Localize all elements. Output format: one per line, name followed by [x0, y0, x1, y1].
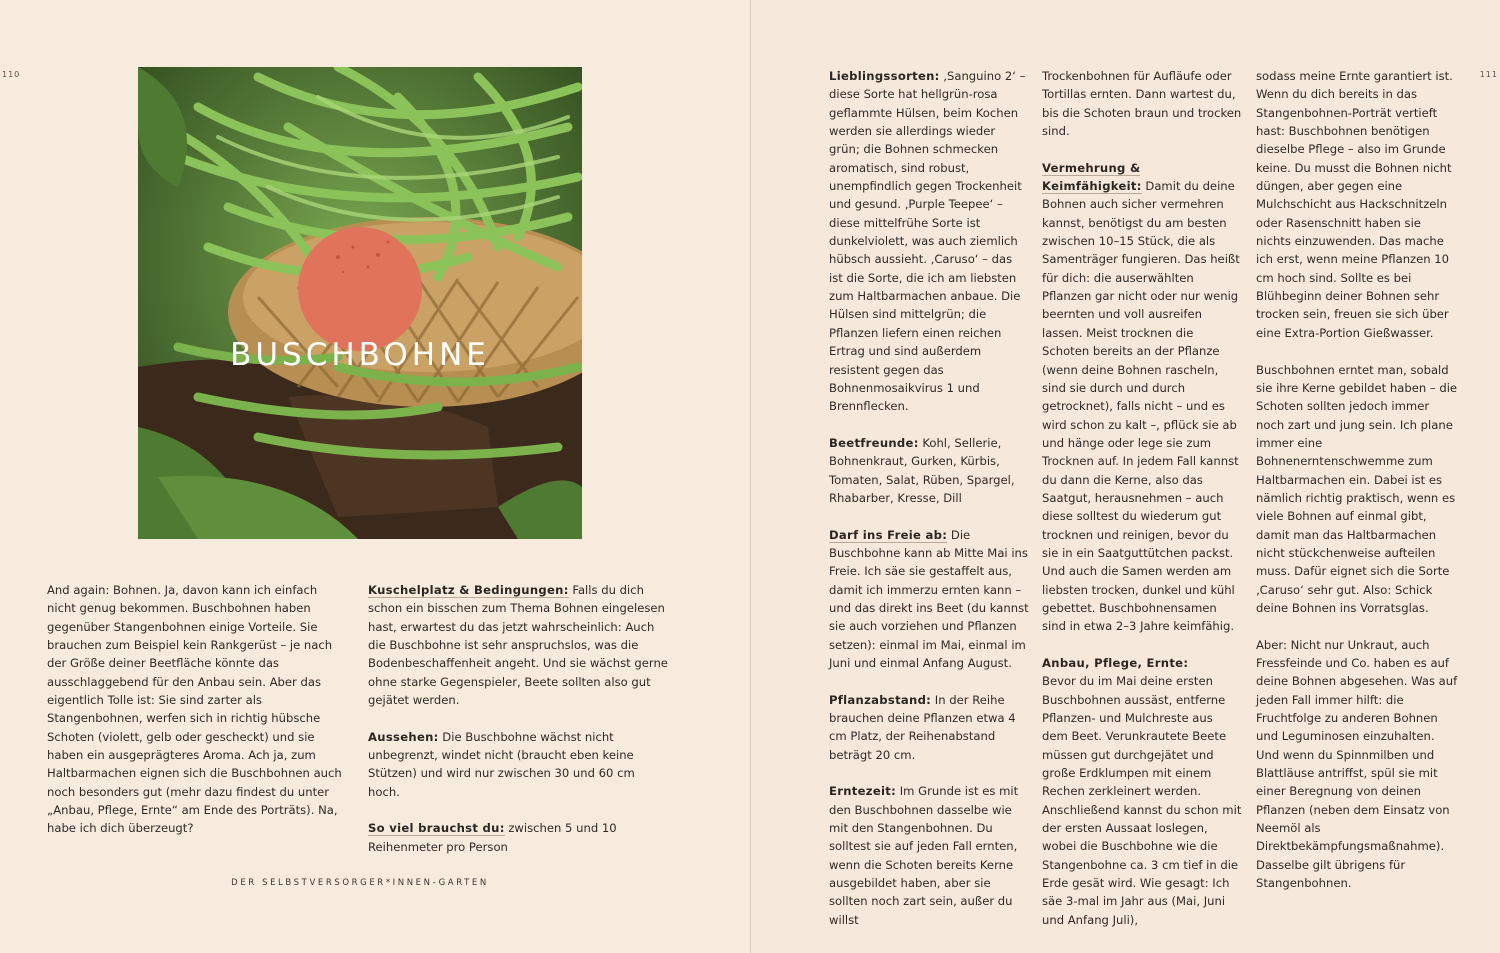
- trockenbohnen-paragraph: Trockenbohnen für Aufläufe oder Tortillas ernten. Dann wartest du, bis die Schoten braun und trocken sind.: [1042, 69, 1242, 139]
- book-footer: DER SELBSTVERSORGER*INNEN-GARTEN: [231, 878, 489, 888]
- anbau-label: Anbau, Pflege, Ernte:: [1042, 656, 1189, 670]
- aussehen-label: Aussehen:: [368, 729, 439, 744]
- lieblingssorten-paragraph: [829, 67, 1029, 416]
- bean-photo: [138, 67, 582, 539]
- green-beans-image: [138, 67, 582, 539]
- kuschelplatz-text: Falls du dich schon ein bisschen zum Thema Bohnen eingelesen hast, erwartest du das jetzt wahrscheinlich: Auch die Buschbohne ist sehr anspruchslos, was die Bodenbeschaffenheit angeht. Und sie wächst gerne ohne starke Gegenspieler, Beete sollten also gut gejätet werden.: [368, 583, 668, 708]
- anbau-text: Bevor du im Mai deine ersten Buschbohnen aussäst, entferne Pflanzen- und Mulchreste aus dem Beet. Verunkrautete Beete müssen gut durchgejätet und große Erdklumpen mit einem Rechen zerkleinert werden. Anschließend kannst du schon mit der ersten Aussaat loslegen, wobei die Buschbohne wie die Stangenbohne ca. 3 cm tief in die Erde gesät wird. Wie gesagt: Ich säe 3-mal im Jahr aus (Mai, Juni und Anfang Juli),: [1042, 674, 1242, 927]
- intro-paragraph: And again: Bohnen. Ja, davon kann ich einfach nicht genug bekommen. Buschbohnen haben gegenüber Stangenbohnen einige Vorteile. Sie brauchen zum Beispiel kein Rankgerüst – je nach der Größe deiner Beetfläche könnte das ausschlaggebend für den Anbau sein. Aber das eigentlich Tolle ist: Sie sind zarter als Stangenbohnen, werfen sich in richtig hübsche Schoten (violett, gelb oder gescheckt) und sie haben ein ausgeprägteres Aroma. Ach ja, zum Haltbarmachen eignen sich die Buschbohnen auch noch besonders gut (mehr dazu findest du unter „Anbau, Pflege, Ernte“ am Ende des Porträts). Na, habe ich dich überzeugt?: [47, 583, 342, 836]
- lieblingssorten-text: ‚Sanguino 2‘ – diese Sorte hat hellgrün-rosa geflammte Hülsen, beim Kochen werden sie allerdings wieder grün; die Bohnen schmecken aromatisch, sind robust, unempfindlich gegen Trockenheit und gesund. ‚Purple Teepee‘ – diese mittelfrühe Sorte ist dunkelviolett, was auch ziemlich hübsch aussieht. ‚Caruso‘ – das ist die Sorte, die ich am liebsten zum Haltbarmachen anbaue. Die Hülsen sind mittelgrün; die Pflanzen liefern einen reichen Ertrag und sind außerdem resistent gegen das Bohnenmosaikvirus 1 und Brennflecken.: [829, 69, 1026, 414]
- freie-text: Die Buschbohne kann ab Mitte Mai ins Freie. Ich säe sie gestaffelt aus, damit ich immerzu ernten kann – und das direkt ins Beet (du kannst sie auch vorziehen und Pflanzen setzen): einmal im Mai, einmal im Juni und einmal Anfang August.: [829, 527, 1029, 670]
- soviel-label: So viel brauchst du:: [368, 821, 505, 836]
- kuschelplatz-paragraph: [368, 581, 668, 709]
- aussehen-text: Die Buschbohne wächst nicht unbegrenzt, windet nicht (braucht eben keine Stützen) und wird nur zwischen 30 und 60 cm hoch.: [368, 729, 635, 799]
- photo-title: BUSCHBOHNE: [230, 337, 490, 373]
- right-column-3: [1256, 67, 1458, 911]
- beetfreunde-text: Kohl, Sellerie, Bohnenkraut, Gurken, Kürbis, Tomaten, Salat, Rüben, Spargel, Rhabarber, Kresse, Dill: [829, 435, 1015, 505]
- erntezeit-label: Erntezeit:: [829, 784, 897, 799]
- vermehrung-text: Damit du deine Bohnen auch sicher vermehren kannst, benötigst du am besten zwischen 10–15 Stück, die als Samenträger fungieren. Das heißt für dich: die auserwählten Pflanzen gar nicht oder nur wenig beernten und voll ausreifen lassen. Meist trocknen die Schoten bereits an der Pflanze (wenn deine Bohnen rascheln, sind sie durch und durch getrocknet), falls nicht – und es wird schon zu kalt –, pflück sie ab und hänge oder lege sie zum Trocknen auf. In jedem Fall kannst du dann die Kerne, also das Saatgut, herausnehmen – auch diese solltest du wiederum gut trocknen und reinigen, bevor du sie in ein Saatguttütchen packst. Und auch die Samen werden am liebsten trocken, dunkel und kühl gebettet. Buschbohnensamen sind in etwa 2–3 Jahre keimfähig.: [1042, 179, 1240, 634]
- title-badge: [298, 227, 422, 351]
- pflanzabstand-text: In der Reihe brauchen deine Pflanzen etwa 4 cm Platz, der Reihenabstand beträgt 20 cm.: [829, 692, 1016, 762]
- pflanzabstand-label: Pflanzabstand:: [829, 692, 932, 707]
- soviel-text: zwischen 5 und 10 Reihenmeter pro Person: [368, 821, 617, 854]
- right-column-1: [829, 67, 1029, 948]
- lieblingssorten-label: Lieblingssorten:: [829, 69, 940, 83]
- soviel-paragraph: [368, 819, 668, 856]
- kuschelplatz-label: Kuschelplatz & Bedingungen:: [368, 583, 569, 597]
- aussehen-paragraph: [368, 728, 668, 801]
- conditions-column: [368, 581, 668, 875]
- page-number-right: 111: [1479, 70, 1498, 79]
- ernte-paragraph: Buschbohnen erntet man, sobald sie ihre Kerne gebildet haben – die Schoten sollten jedoch immer noch zart und jung sein. Ich plane immer eine Bohnenerntenschwemme zum Haltbarmachen ein. Dabei ist es nämlich richtig praktisch, wenn es viele Bohnen auf einmal gibt, damit man das Haltbarmachen nicht stückchenweise aufteilen muss. Dafür eignet sich die Sorte ‚Caruso‘ sehr gut. Also: Schick deine Bohnen ins Vorratsglas.: [1256, 362, 1458, 615]
- right-column-2: [1042, 67, 1242, 948]
- erntezeit-paragraph: [829, 782, 1029, 929]
- pflege-paragraph: sodass meine Ernte garantiert ist. Wenn du dich bereits in das Stangenbohnen-Porträt vertieft hast: Buschbohnen benötigen dieselbe Pflege – also im Grunde keine. Du musst die Bohnen nicht düngen, aber gegen eine Mulchschicht aus Hackschnitzeln oder Rasenschnitt haben sie nichts einzuwenden. Das mache ich erst, wenn meine Pflanzen 10 cm hoch sind. Sollte es bei Blühbeginn deiner Bohnen sehr trocken sein, freuen sie sich über eine Extra-Portion Gießwasser.: [1256, 69, 1453, 340]
- pflanzabstand-paragraph: [829, 691, 1029, 764]
- vermehrung-label: Vermehrung & Keimfähigkeit:: [1042, 160, 1142, 194]
- anbau-paragraph: [1042, 654, 1242, 929]
- freie-label: Darf ins Freie ab:: [829, 527, 948, 542]
- intro-column: [47, 581, 347, 856]
- beetfreunde-paragraph: [829, 434, 1029, 507]
- freie-paragraph: [829, 526, 1029, 673]
- beetfreunde-label: Beetfreunde:: [829, 435, 919, 450]
- schaedlinge-paragraph: Aber: Nicht nur Unkraut, auch Fressfeinde und Co. haben es auf deine Bohnen abgesehen. Was auf jeden Fall immer hilft: die Fruchtfolge zu anderen Bohnen und Leguminosen einzuhalten. Und wenn du Spinnmilben und Blattläuse antriffst, spül sie mit einer Beregnung von deinen Pflanzen (neben dem Einsatz von Neemöl als Direktbekämpfungsmaßnahme). Dasselbe gilt übrigens für Stangenbohnen.: [1256, 637, 1458, 891]
- erntezeit-text: Im Grunde ist es mit den Buschbohnen dasselbe wie mit den Stangenbohnen. Du solltest sie auf jeden Fall ernten, wenn die Schoten bereits Kerne ausgebildet haben, aber sie sollten noch zart sein, außer du willst: [829, 784, 1019, 927]
- right-page: [751, 0, 1500, 953]
- page-number-left: 110: [2, 70, 21, 79]
- vermehrung-paragraph: [1042, 159, 1242, 636]
